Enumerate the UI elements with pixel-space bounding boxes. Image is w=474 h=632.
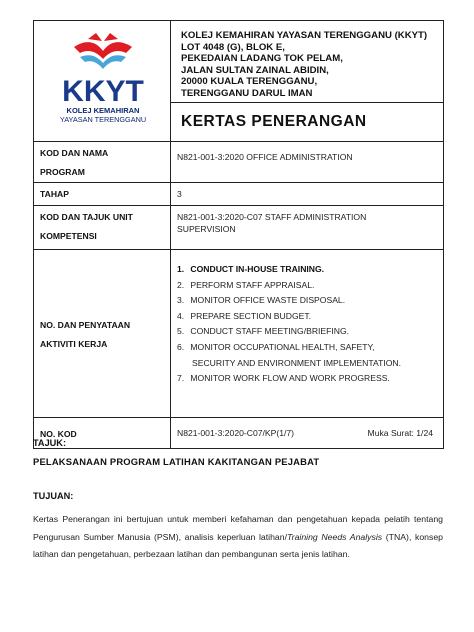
label-line: NO. DAN PENYATAAN — [40, 319, 131, 330]
address-line: LOT 4048 (G), BLOK E, — [181, 41, 285, 53]
label-line: AKTIVITI KERJA — [40, 338, 108, 349]
unit-value — [171, 206, 444, 250]
address-line: KOLEJ KEMAHIRAN YAYASAN TERENGGANU (KKYT) — [181, 30, 428, 41]
program-value-text: N821-001-3:2020 OFFICE ADMINISTRATION — [177, 152, 353, 162]
title-cell — [171, 103, 444, 142]
tujuan-heading: TUJUAN: — [33, 491, 74, 501]
unit-label — [34, 206, 171, 250]
list-item: 5. CONDUCT STAFF MEETING/BRIEFING. — [177, 326, 350, 337]
page-number: Muka Surat: 1/24 — [367, 428, 434, 438]
aktiviti-value — [171, 250, 444, 418]
list-item: 7. MONITOR WORK FLOW AND WORK PROGRESS. — [177, 373, 390, 384]
kkyt-logo — [44, 29, 162, 129]
logo-line2: YAYASAN TERENGGANU — [59, 115, 147, 124]
label-line: KOD DAN TAJUK UNIT — [40, 212, 133, 222]
address-line: JALAN SULTAN ZAINAL ABIDIN, — [181, 64, 329, 76]
address-line: TERENGGANU DARUL IMAN — [181, 87, 313, 99]
tahap-label: TAHAP — [34, 183, 171, 206]
logo-cell — [34, 21, 171, 142]
tajuk-text: PELAKSANAAN PROGRAM LATIHAN KAKITANGAN PEJABAT — [33, 456, 320, 467]
label-line: KOD DAN NAMA — [40, 148, 109, 158]
tahap-value: 3 — [171, 183, 444, 206]
list-item: 1. CONDUCT IN-HOUSE TRAINING. — [177, 264, 325, 274]
tujuan-paragraph: Kertas Penerangan ini bertujuan untuk memberi kefahaman dan pengetahuan kepada pelatih tentang Pengurusan Sumber Manusia (PSM), analisis keperluan latihan/Training Needs Analysis (TNA), konsep latihan dan pengetahuan, perbezaan latihan dan pembangunan serta jenis latihan. — [33, 514, 443, 560]
document-title: KERTAS PENERANGAN — [181, 113, 367, 130]
college-address — [181, 30, 437, 100]
label-line: KOMPETENSI — [40, 231, 97, 241]
unit-value-line: N821-001-3:2020-C07 STAFF ADMINISTRATION — [177, 212, 367, 222]
aktiviti-label — [34, 250, 171, 418]
list-item: 6. MONITOR OCCUPATIONAL HEALTH, SAFETY, SECURITY AND ENVIRONMENT IMPLEMENTATION. — [177, 341, 401, 368]
activity-list — [177, 262, 439, 387]
list-item: 2. PERFORM STAFF APPRAISAL. — [177, 279, 315, 290]
logo-wordmark: KKYT — [62, 75, 144, 108]
address-cell — [171, 21, 444, 103]
logo-line1: KOLEJ KEMAHIRAN — [66, 106, 140, 115]
kod-label: NO. KOD — [34, 418, 171, 449]
header-table — [33, 20, 444, 449]
tajuk-heading: TAJUK: — [33, 438, 67, 448]
list-item: 4. PREPARE SECTION BUDGET. — [177, 310, 312, 321]
program-value — [171, 142, 444, 183]
list-item: 3. MONITOR OFFICE WASTE DISPOSAL. — [177, 295, 346, 306]
kod-value-text: N821-001-3:2020-C07/KP(1/7) — [177, 428, 295, 438]
program-label — [34, 142, 171, 183]
unit-value-line: SUPERVISION — [177, 224, 236, 234]
label-line: PROGRAM — [40, 167, 85, 177]
address-line: 20000 KUALA TERENGGANU, — [181, 76, 318, 88]
address-line: PEKEDAIAN LADANG TOK PELAM, — [181, 53, 343, 65]
